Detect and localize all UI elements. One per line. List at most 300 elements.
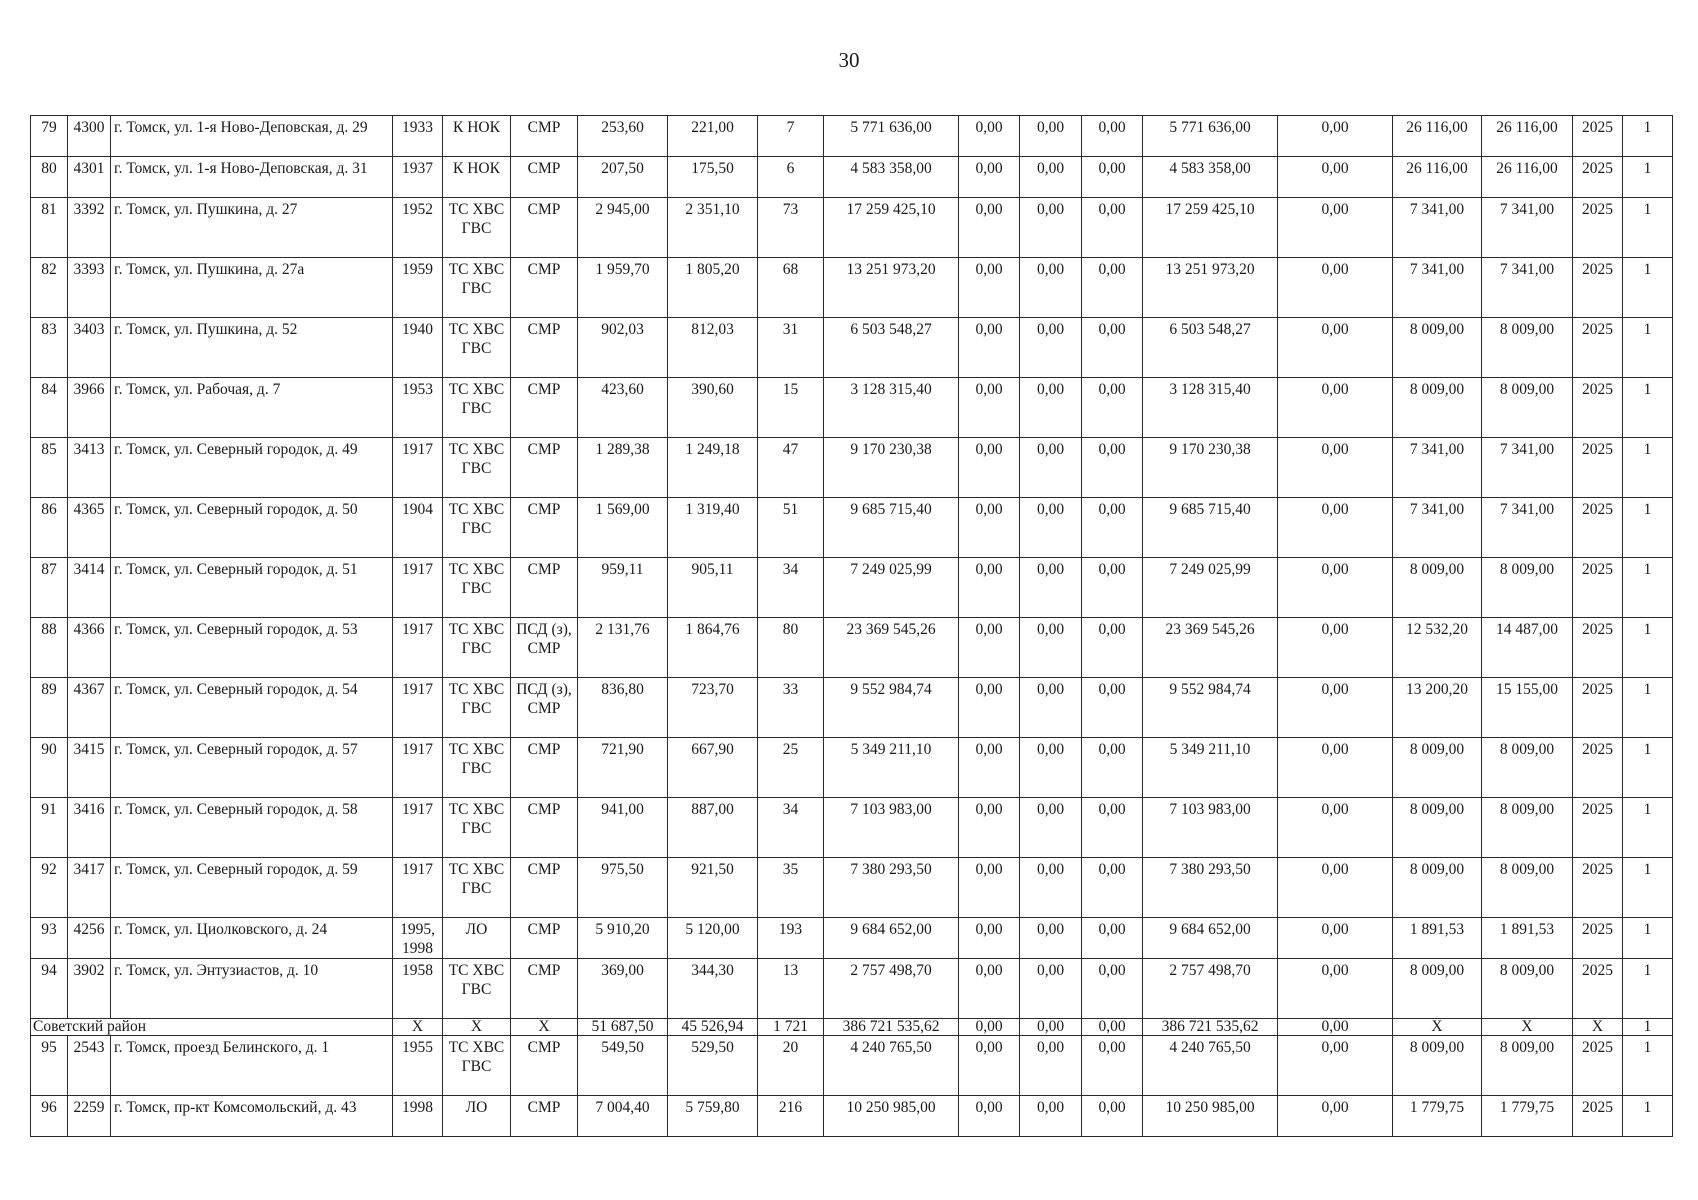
cell-stage: 1 [1623,157,1673,198]
subtotal-stage: 1 [1623,1019,1673,1036]
cell-plan-year: 2025 [1573,116,1623,157]
cell-house-code: 3415 [68,738,111,798]
cell-cost-fund-3: 0,00 [1082,498,1143,558]
cell-stage: 1 [1623,498,1673,558]
cell-cost-fund-4: 0,00 [1278,918,1393,959]
cell-house-code: 3413 [68,438,111,498]
cell-stage: 1 [1623,198,1673,258]
cell-cost-fund-1: 0,00 [959,157,1020,198]
cell-cost-fund-2: 0,00 [1020,318,1082,378]
cell-cost-fund-3: 0,00 [1082,798,1143,858]
cell-unit-cost-max: 8 009,00 [1482,738,1573,798]
cell-build-year: 1917 [393,678,443,738]
cell-row-number: 86 [31,498,68,558]
cell-cost-fund-2: 0,00 [1020,116,1082,157]
cell-cost-fund-3: 0,00 [1082,618,1143,678]
cell-cost-owners: 17 259 425,10 [1143,198,1278,258]
cell-system-type: ЛО [443,918,511,959]
cell-area-living: 887,00 [668,798,758,858]
cell-cost-owners: 9 170 230,38 [1143,438,1278,498]
cell-plan-year: 2025 [1573,618,1623,678]
cell-cost-owners: 9 685 715,40 [1143,498,1278,558]
cell-cost-owners: 23 369 545,26 [1143,618,1278,678]
cell-cost-fund-4: 0,00 [1278,318,1393,378]
cell-work-type: СМР [511,198,578,258]
cell-area-total: 941,00 [578,798,668,858]
cell-cost-fund-4: 0,00 [1278,558,1393,618]
cell-house-code: 3393 [68,258,111,318]
cell-house-code: 4300 [68,116,111,157]
table-row [31,959,1673,1019]
cell-cost-fund-1: 0,00 [959,798,1020,858]
cell-unit-cost: 7 341,00 [1393,198,1482,258]
cell-work-type: СМР [511,157,578,198]
cell-work-type: СМР [511,438,578,498]
cell-plan-year: 2025 [1573,258,1623,318]
cell-cost-total: 6 503 548,27 [824,318,959,378]
cell-work-type: СМР [511,918,578,959]
cell-unit-cost-max: 26 116,00 [1482,157,1573,198]
cell-house-code: 4301 [68,157,111,198]
cell-address: г. Томск, ул. Северный городок, д. 54 [111,678,393,738]
cell-unit-cost: 7 341,00 [1393,438,1482,498]
cell-cost-fund-3: 0,00 [1082,678,1143,738]
cell-cost-owners: 4 240 765,50 [1143,1036,1278,1096]
cell-cost-fund-2: 0,00 [1020,678,1082,738]
cell-area-living: 723,70 [668,678,758,738]
cell-unit-cost: 12 532,20 [1393,618,1482,678]
table-row [31,116,1673,157]
table-subtotal [31,1019,1673,1036]
cell-cost-owners: 6 503 548,27 [1143,318,1278,378]
table-row [31,498,1673,558]
cell-address: г. Томск, ул. Энтузиастов, д. 10 [111,959,393,1019]
cell-cost-fund-1: 0,00 [959,858,1020,918]
cell-residents-count: 34 [758,798,824,858]
cell-cost-fund-4: 0,00 [1278,198,1393,258]
cell-cost-fund-1: 0,00 [959,318,1020,378]
cell-area-total: 836,80 [578,678,668,738]
cell-build-year: 1917 [393,858,443,918]
cell-row-number: 81 [31,198,68,258]
cell-area-total: 2 131,76 [578,618,668,678]
cell-work-type: ПСД (з), СМР [511,678,578,738]
cell-address: г. Томск, ул. Северный городок, д. 57 [111,738,393,798]
cell-build-year: 1953 [393,378,443,438]
cell-cost-fund-2: 0,00 [1020,198,1082,258]
cell-cost-fund-2: 0,00 [1020,798,1082,858]
cell-plan-year: 2025 [1573,1036,1623,1096]
cell-house-code: 3416 [68,798,111,858]
cell-stage: 1 [1623,558,1673,618]
cell-residents-count: 73 [758,198,824,258]
table-body-top [31,116,1673,1019]
cell-house-code: 2543 [68,1036,111,1096]
cell-row-number: 96 [31,1096,68,1137]
cell-system-type: ТС ХВС ГВС [443,498,511,558]
cell-stage: 1 [1623,116,1673,157]
cell-house-code: 3392 [68,198,111,258]
cell-cost-owners: 7 380 293,50 [1143,858,1278,918]
cell-cost-total: 2 757 498,70 [824,959,959,1019]
cell-cost-fund-4: 0,00 [1278,116,1393,157]
cell-row-number: 95 [31,1036,68,1096]
cell-work-type: СМР [511,798,578,858]
subtotal-area-total: 51 687,50 [578,1019,668,1036]
cell-area-living: 921,50 [668,858,758,918]
cell-address: г. Томск, ул. Рабочая, д. 7 [111,378,393,438]
cell-cost-fund-4: 0,00 [1278,498,1393,558]
cell-cost-owners: 10 250 985,00 [1143,1096,1278,1137]
cell-area-living: 1 249,18 [668,438,758,498]
cell-area-total: 902,03 [578,318,668,378]
cell-system-type: ТС ХВС ГВС [443,198,511,258]
cell-cost-fund-3: 0,00 [1082,116,1143,157]
table-body-bottom [31,1036,1673,1137]
cell-cost-owners: 9 552 984,74 [1143,678,1278,738]
cell-unit-cost-max: 8 009,00 [1482,959,1573,1019]
cell-area-total: 721,90 [578,738,668,798]
cell-build-year: 1917 [393,798,443,858]
cell-cost-total: 9 684 652,00 [824,918,959,959]
cell-unit-cost-max: 7 341,00 [1482,258,1573,318]
table-row [31,678,1673,738]
cell-area-living: 2 351,10 [668,198,758,258]
cell-build-year: 1952 [393,198,443,258]
cell-house-code: 3403 [68,318,111,378]
cell-unit-cost-max: 1 779,75 [1482,1096,1573,1137]
cell-cost-total: 4 240 765,50 [824,1036,959,1096]
cell-unit-cost-max: 8 009,00 [1482,378,1573,438]
cell-residents-count: 47 [758,438,824,498]
cell-cost-fund-3: 0,00 [1082,858,1143,918]
cell-work-type: СМР [511,318,578,378]
cell-cost-fund-3: 0,00 [1082,918,1143,959]
cell-plan-year: 2025 [1573,798,1623,858]
subtotal-c1: 0,00 [959,1019,1020,1036]
cell-unit-cost: 8 009,00 [1393,318,1482,378]
subtotal-unit-max: X [1482,1019,1573,1036]
cell-work-type: СМР [511,558,578,618]
cell-unit-cost-max: 26 116,00 [1482,116,1573,157]
cell-cost-fund-1: 0,00 [959,438,1020,498]
cell-cost-owners: 2 757 498,70 [1143,959,1278,1019]
cell-build-year: 1917 [393,558,443,618]
cell-plan-year: 2025 [1573,678,1623,738]
cell-area-total: 975,50 [578,858,668,918]
cell-cost-fund-1: 0,00 [959,558,1020,618]
subtotal-cost-total: 386 721 535,62 [824,1019,959,1036]
cell-cost-total: 17 259 425,10 [824,198,959,258]
cell-cost-total: 4 583 358,00 [824,157,959,198]
cell-stage: 1 [1623,798,1673,858]
cell-unit-cost-max: 8 009,00 [1482,318,1573,378]
cell-cost-total: 10 250 985,00 [824,1096,959,1137]
cell-build-year: 1958 [393,959,443,1019]
cell-area-total: 959,11 [578,558,668,618]
cell-cost-fund-2: 0,00 [1020,618,1082,678]
cell-plan-year: 2025 [1573,858,1623,918]
capital-repair-table [30,115,1673,1137]
cell-unit-cost: 26 116,00 [1393,157,1482,198]
cell-cost-fund-1: 0,00 [959,678,1020,738]
cell-system-type: ТС ХВС ГВС [443,618,511,678]
cell-address: г. Томск, ул. Пушкина, д. 27а [111,258,393,318]
cell-address: г. Томск, пр-кт Комсомольский, д. 43 [111,1096,393,1137]
cell-stage: 1 [1623,918,1673,959]
cell-unit-cost: 7 341,00 [1393,498,1482,558]
cell-plan-year: 2025 [1573,918,1623,959]
cell-residents-count: 6 [758,157,824,198]
cell-address: г. Томск, ул. Северный городок, д. 51 [111,558,393,618]
cell-unit-cost: 1 891,53 [1393,918,1482,959]
cell-cost-fund-2: 0,00 [1020,438,1082,498]
cell-row-number: 85 [31,438,68,498]
cell-work-type: СМР [511,1036,578,1096]
cell-residents-count: 80 [758,618,824,678]
cell-area-living: 5 759,80 [668,1096,758,1137]
cell-plan-year: 2025 [1573,198,1623,258]
cell-unit-cost-max: 8 009,00 [1482,858,1573,918]
cell-row-number: 82 [31,258,68,318]
cell-work-type: СМР [511,378,578,438]
subtotal-unit-cost: X [1393,1019,1482,1036]
cell-build-year: 1933 [393,116,443,157]
cell-cost-fund-4: 0,00 [1278,1036,1393,1096]
cell-stage: 1 [1623,738,1673,798]
cell-area-total: 253,60 [578,116,668,157]
cell-house-code: 3902 [68,959,111,1019]
cell-area-living: 667,90 [668,738,758,798]
cell-system-type: ТС ХВС ГВС [443,738,511,798]
cell-cost-owners: 5 349 211,10 [1143,738,1278,798]
cell-cost-fund-2: 0,00 [1020,378,1082,438]
cell-address: г. Томск, проезд Белинского, д. 1 [111,1036,393,1096]
cell-cost-fund-4: 0,00 [1278,438,1393,498]
cell-system-type: ТС ХВС ГВС [443,798,511,858]
cell-cost-fund-2: 0,00 [1020,157,1082,198]
cell-row-number: 79 [31,116,68,157]
cell-residents-count: 25 [758,738,824,798]
table-row [31,318,1673,378]
subtotal-row [31,1019,1673,1036]
cell-cost-fund-3: 0,00 [1082,318,1143,378]
table-row [31,157,1673,198]
cell-system-type: ТС ХВС ГВС [443,438,511,498]
cell-stage: 1 [1623,1096,1673,1137]
cell-cost-fund-3: 0,00 [1082,157,1143,198]
cell-cost-total: 9 552 984,74 [824,678,959,738]
cell-stage: 1 [1623,858,1673,918]
cell-house-code: 3417 [68,858,111,918]
cell-system-type: ТС ХВС ГВС [443,558,511,618]
cell-plan-year: 2025 [1573,1096,1623,1137]
cell-stage: 1 [1623,1036,1673,1096]
cell-work-type: СМР [511,258,578,318]
cell-cost-total: 7 103 983,00 [824,798,959,858]
cell-cost-fund-3: 0,00 [1082,378,1143,438]
cell-row-number: 88 [31,618,68,678]
cell-house-code: 4365 [68,498,111,558]
cell-cost-total: 23 369 545,26 [824,618,959,678]
cell-work-type: СМР [511,738,578,798]
cell-address: г. Томск, ул. 1-я Ново-Деповская, д. 29 [111,116,393,157]
cell-stage: 1 [1623,678,1673,738]
cell-address: г. Томск, ул. Циолковского, д. 24 [111,918,393,959]
subtotal-area-living: 45 526,94 [668,1019,758,1036]
cell-row-number: 90 [31,738,68,798]
cell-stage: 1 [1623,378,1673,438]
cell-area-total: 1 289,38 [578,438,668,498]
cell-unit-cost: 8 009,00 [1393,558,1482,618]
cell-unit-cost: 13 200,20 [1393,678,1482,738]
cell-unit-cost-max: 8 009,00 [1482,798,1573,858]
cell-area-total: 1 959,70 [578,258,668,318]
cell-cost-total: 9 685 715,40 [824,498,959,558]
subtotal-label: Советский район [31,1019,393,1036]
cell-cost-fund-3: 0,00 [1082,738,1143,798]
cell-system-type: ТС ХВС ГВС [443,318,511,378]
cell-cost-fund-4: 0,00 [1278,678,1393,738]
cell-stage: 1 [1623,318,1673,378]
cell-residents-count: 13 [758,959,824,1019]
table-row [31,798,1673,858]
cell-cost-fund-3: 0,00 [1082,198,1143,258]
cell-system-type: К НОК [443,157,511,198]
cell-residents-count: 20 [758,1036,824,1096]
cell-house-code: 2259 [68,1096,111,1137]
cell-area-living: 1 864,76 [668,618,758,678]
cell-residents-count: 34 [758,558,824,618]
cell-plan-year: 2025 [1573,318,1623,378]
cell-cost-owners: 3 128 315,40 [1143,378,1278,438]
cell-area-living: 175,50 [668,157,758,198]
cell-house-code: 3414 [68,558,111,618]
cell-system-type: К НОК [443,116,511,157]
cell-house-code: 4256 [68,918,111,959]
cell-area-total: 369,00 [578,959,668,1019]
cell-cost-fund-4: 0,00 [1278,798,1393,858]
cell-cost-fund-3: 0,00 [1082,558,1143,618]
cell-build-year: 1917 [393,618,443,678]
cell-cost-fund-2: 0,00 [1020,258,1082,318]
cell-cost-fund-3: 0,00 [1082,1096,1143,1137]
cell-area-living: 1 319,40 [668,498,758,558]
cell-area-living: 1 805,20 [668,258,758,318]
subtotal-c3: 0,00 [1082,1019,1143,1036]
cell-row-number: 84 [31,378,68,438]
cell-work-type: СМР [511,959,578,1019]
cell-cost-fund-1: 0,00 [959,959,1020,1019]
table-row [31,558,1673,618]
subtotal-c4: 0,00 [1278,1019,1393,1036]
cell-cost-owners: 7 103 983,00 [1143,798,1278,858]
cell-system-type: ТС ХВС ГВС [443,678,511,738]
cell-area-living: 905,11 [668,558,758,618]
table-row [31,618,1673,678]
cell-row-number: 94 [31,959,68,1019]
cell-area-total: 1 569,00 [578,498,668,558]
cell-cost-fund-2: 0,00 [1020,498,1082,558]
cell-unit-cost-max: 15 155,00 [1482,678,1573,738]
cell-cost-total: 3 128 315,40 [824,378,959,438]
cell-unit-cost: 8 009,00 [1393,1036,1482,1096]
cell-cost-fund-1: 0,00 [959,918,1020,959]
cell-address: г. Томск, ул. Северный городок, д. 50 [111,498,393,558]
cell-row-number: 83 [31,318,68,378]
cell-build-year: 1959 [393,258,443,318]
cell-area-total: 549,50 [578,1036,668,1096]
cell-build-year: 1995, 1998 [393,918,443,959]
cell-unit-cost: 8 009,00 [1393,959,1482,1019]
subtotal-cost-owner: 386 721 535,62 [1143,1019,1278,1036]
cell-system-type: ТС ХВС ГВС [443,959,511,1019]
cell-cost-total: 13 251 973,20 [824,258,959,318]
cell-cost-fund-1: 0,00 [959,1036,1020,1096]
cell-cost-fund-1: 0,00 [959,498,1020,558]
cell-address: г. Томск, ул. 1-я Ново-Деповская, д. 31 [111,157,393,198]
cell-cost-fund-1: 0,00 [959,116,1020,157]
cell-cost-total: 9 170 230,38 [824,438,959,498]
table-row [31,918,1673,959]
cell-address: г. Томск, ул. Пушкина, д. 52 [111,318,393,378]
cell-cost-fund-1: 0,00 [959,618,1020,678]
cell-cost-total: 7 249 025,99 [824,558,959,618]
cell-build-year: 1937 [393,157,443,198]
cell-area-living: 344,30 [668,959,758,1019]
cell-row-number: 91 [31,798,68,858]
cell-area-total: 5 910,20 [578,918,668,959]
cell-area-living: 221,00 [668,116,758,157]
cell-cost-fund-2: 0,00 [1020,738,1082,798]
table-row [31,738,1673,798]
subtotal-type: X [443,1019,511,1036]
cell-cost-total: 5 349 211,10 [824,738,959,798]
cell-address: г. Томск, ул. Пушкина, д. 27 [111,198,393,258]
cell-residents-count: 51 [758,498,824,558]
cell-area-total: 2 945,00 [578,198,668,258]
cell-cost-fund-4: 0,00 [1278,959,1393,1019]
cell-residents-count: 33 [758,678,824,738]
cell-cost-total: 7 380 293,50 [824,858,959,918]
cell-area-living: 5 120,00 [668,918,758,959]
cell-build-year: 1917 [393,738,443,798]
cell-residents-count: 35 [758,858,824,918]
cell-build-year: 1904 [393,498,443,558]
cell-cost-owners: 9 684 652,00 [1143,918,1278,959]
cell-house-code: 4366 [68,618,111,678]
cell-unit-cost: 1 779,75 [1393,1096,1482,1137]
cell-work-type: СМР [511,498,578,558]
table-row [31,378,1673,438]
cell-system-type: ЛО [443,1096,511,1137]
table-row [31,198,1673,258]
cell-cost-owners: 7 249 025,99 [1143,558,1278,618]
cell-address: г. Томск, ул. Северный городок, д. 58 [111,798,393,858]
cell-unit-cost-max: 8 009,00 [1482,1036,1573,1096]
cell-area-living: 529,50 [668,1036,758,1096]
cell-build-year: 1955 [393,1036,443,1096]
cell-plan-year: 2025 [1573,558,1623,618]
cell-row-number: 92 [31,858,68,918]
cell-work-type: СМР [511,858,578,918]
cell-cost-owners: 4 583 358,00 [1143,157,1278,198]
cell-residents-count: 7 [758,116,824,157]
cell-residents-count: 31 [758,318,824,378]
cell-cost-fund-2: 0,00 [1020,1096,1082,1137]
cell-cost-fund-3: 0,00 [1082,959,1143,1019]
subtotal-work: X [511,1019,578,1036]
